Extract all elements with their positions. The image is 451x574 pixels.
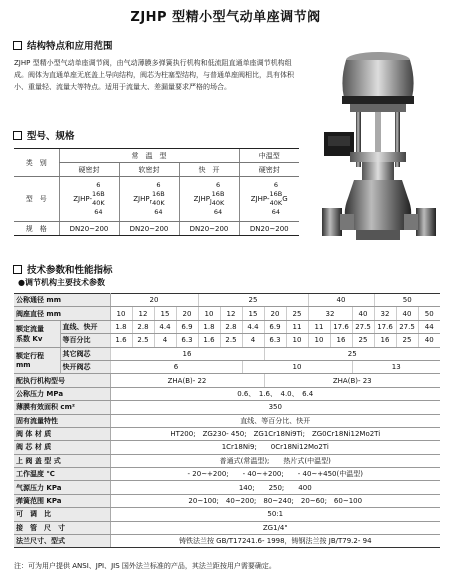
kv-cell: 44 — [418, 320, 440, 333]
section-structure-heading — [13, 38, 113, 52]
seal-type: 硬密封 — [59, 163, 119, 177]
kv-cell: 6.9 — [264, 320, 286, 333]
model-suffix: G — [282, 195, 288, 203]
size-value: DN20~200 — [59, 222, 119, 236]
seat-cell: 20 — [264, 307, 286, 320]
model-cell — [179, 177, 239, 222]
param-row-label: 阀 芯 材 质 — [14, 441, 110, 454]
param-row-value: 0.6、 1.6、 4.0、 6.4 — [110, 387, 440, 400]
seal-type: 快 开 — [179, 163, 239, 177]
param-row-value: 140; 250; 400 — [110, 481, 440, 494]
kv-cell: 16 — [330, 334, 352, 347]
seat-cell: 10 — [110, 307, 132, 320]
model-cell — [119, 177, 179, 222]
kv-cell: 25 — [352, 334, 374, 347]
kv-cell: 27.5 — [396, 320, 418, 333]
seat-cell: 10 — [198, 307, 220, 320]
valve-illustration — [320, 40, 442, 255]
size-label: 规 格 — [14, 222, 59, 236]
normal-temp-header: 常 温 型 — [59, 149, 239, 163]
kv-cell: 1.8 — [110, 320, 132, 333]
section-model-heading — [13, 128, 75, 142]
param-row-label: 公称压力 MPa — [14, 387, 110, 400]
kv-cell: 11 — [308, 320, 330, 333]
param-row-label: 接 管 尺 寸 — [14, 521, 110, 534]
model-spec-table — [14, 148, 299, 236]
seal-type: 硬密封 — [239, 163, 299, 177]
param-row-value: 直线、等百分比、快开 — [110, 414, 440, 427]
stroke-value: 10 — [242, 360, 352, 373]
pressure-list: 6 16B 40K 64 — [91, 181, 105, 216]
eq-label: 等百分比 — [60, 334, 110, 347]
param-row-label: 可 调 比 — [14, 508, 110, 521]
seat-cell: 12 — [132, 307, 154, 320]
kv-cell: 10 — [286, 334, 308, 347]
seat-cell: 15 — [154, 307, 176, 320]
param-row-label: 弹簧范围 KPa — [14, 494, 110, 507]
kv-cell: 1.8 — [198, 320, 220, 333]
param-row-value: 20~100; 40~200; 80~240; 20~60; 60~100 — [110, 494, 440, 507]
kv-cell: 2.8 — [132, 320, 154, 333]
param-row-value: - 20~+200; - 40~+200; - 40~+450(中温型) — [110, 468, 440, 481]
model-cell — [239, 177, 299, 222]
seat-cell: 32 — [374, 307, 396, 320]
model-suffix: r — [149, 199, 153, 206]
stroke-value: 13 — [352, 360, 440, 373]
model-suffix: J — [209, 199, 212, 206]
kv-cell: 1.6 — [110, 334, 132, 347]
square-bullet-icon — [13, 265, 22, 274]
dn-label: 公称通径 mm — [14, 294, 110, 307]
pressure-list: 6 16B 40K 64 — [211, 181, 225, 216]
model-cell — [59, 177, 119, 222]
kv-cell: 4.4 — [242, 320, 264, 333]
seat-cell: 25 — [286, 307, 308, 320]
size-value: DN20~200 — [239, 222, 299, 236]
model-prefix: ZJHP- — [250, 195, 270, 203]
seal-type: 软密封 — [119, 163, 179, 177]
kv-cell: 4.4 — [154, 320, 176, 333]
section-params-heading — [13, 262, 113, 276]
kv-cell: 16 — [374, 334, 396, 347]
kv-cell: 2.5 — [220, 334, 242, 347]
pressure-list: 6 16B 40K 64 — [269, 181, 283, 216]
param-row-value: HT200; ZG230- 450; ZG1Cr18Ni9Ti; ZG0Cr18Ni12Mo2Ti — [110, 427, 440, 440]
dn-value: 50 — [374, 294, 440, 307]
seat-cell: 40 — [352, 307, 374, 320]
stroke-value: 16 — [110, 347, 264, 360]
size-value: DN20~200 — [179, 222, 239, 236]
seat-cell: 50 — [418, 307, 440, 320]
mid-temp-header: 中温型 — [239, 149, 299, 163]
seat-label: 阀座直径 mm — [14, 307, 110, 320]
section-title: 技术参数和性能指标 — [27, 265, 113, 276]
kv-cell: 6.9 — [176, 320, 198, 333]
size-value: DN20~200 — [119, 222, 179, 236]
seat-cell: 20 — [176, 307, 198, 320]
subsection-heading: ●调节机构主要技术参数 — [18, 278, 105, 287]
kv-cell: 6.3 — [264, 334, 286, 347]
kv-cell: 2.5 — [132, 334, 154, 347]
dn-value: 25 — [198, 294, 308, 307]
kv-cell: 25 — [396, 334, 418, 347]
page-title: ZJHP 型精小型气动单座调节阀 — [130, 10, 321, 25]
param-row-label: 阀 体 材 质 — [14, 427, 110, 440]
param-row-label: 工作温度 ℃ — [14, 468, 110, 481]
footnote: 注：可为用户提供 ANSI、JPI、JIS 国外法兰标准的产品，其法兰距按用户需要确定。 — [14, 562, 276, 570]
quick-plug-label: 快开阀芯 — [60, 360, 110, 373]
kv-cell: 17.6 — [374, 320, 396, 333]
linear-label: 直线、快开 — [60, 320, 110, 333]
param-row-label: 上 阀 盖 型 式 — [14, 454, 110, 467]
kv-cell: 11 — [286, 320, 308, 333]
param-row-label: 法兰尺寸、型式 — [14, 535, 110, 548]
seat-cell: 32 — [308, 307, 352, 320]
kv-cell: 4 — [154, 334, 176, 347]
category-header: 类 别 — [14, 149, 59, 177]
seat-cell: 12 — [220, 307, 242, 320]
model-label: 型 号 — [14, 177, 59, 222]
param-row-value: 350 — [110, 401, 440, 414]
flow-coef-label: 额定流量 系数 Kv — [14, 320, 60, 347]
param-row-label: 薄膜有效面积 cm² — [14, 401, 110, 414]
section-title: 结构特点和应用范围 — [27, 41, 113, 52]
kv-cell: 6.3 — [176, 334, 198, 347]
param-row-value: ZG1/4" — [110, 521, 440, 534]
pressure-list: 6 16B 40K 64 — [152, 181, 165, 216]
model-prefix: ZJHP — [133, 195, 150, 203]
kv-cell: 2.8 — [220, 320, 242, 333]
model-prefix: ZJHP — [193, 195, 210, 203]
kv-cell: 17.6 — [330, 320, 352, 333]
kv-cell: 40 — [418, 334, 440, 347]
params-table — [14, 293, 440, 548]
other-plug-label: 其它阀芯 — [60, 347, 110, 360]
seat-cell: 15 — [242, 307, 264, 320]
kv-cell: 4 — [242, 334, 264, 347]
seat-cell: 40 — [396, 307, 418, 320]
square-bullet-icon — [13, 41, 22, 50]
description-text: ZJHP 型精小型气动单座调节阀，由气动薄膜多弹簧执行机构和低流阻直通单座调节机构组成。阀体为直通单座无底盖上导向结构，阀芯为柱塞型结构，与普通单座阀相比，具有体积小、重量轻、流量大等特点。适用于流量大、差漏量要求严格的场合。 — [14, 59, 294, 91]
param-row-label: 固有流量特性 — [14, 414, 110, 427]
stroke-value: 6 — [110, 360, 242, 373]
param-row-value: 普通式(常温型); 热片式(中温型) — [110, 454, 440, 467]
param-row-value: 50:1 — [110, 508, 440, 521]
actuator-value: ZHA(B)- 22 — [110, 374, 264, 387]
dn-value: 40 — [308, 294, 374, 307]
dn-value: 20 — [110, 294, 198, 307]
param-row-value: 1Cr18Ni9; 0Cr18Ni12Mo2Ti — [110, 441, 440, 454]
stroke-label: 额定行程 mm — [14, 347, 60, 374]
stroke-value: 25 — [264, 347, 440, 360]
kv-cell: 10 — [308, 334, 330, 347]
actuator-value: ZHA(B)- 23 — [264, 374, 440, 387]
section-title: 型号、规格 — [27, 131, 75, 142]
square-bullet-icon — [13, 131, 22, 140]
param-row-label: 气源压力 KPa — [14, 481, 110, 494]
param-row-value: 铸铁法兰按 GB/T17241.6- 1998，铸钢法兰按 JB/T79.2- 94 — [110, 535, 440, 548]
kv-cell: 1.6 — [198, 334, 220, 347]
kv-cell: 27.5 — [352, 320, 374, 333]
actuator-label: 配执行机构型号 — [14, 374, 110, 387]
model-prefix: ZJHP- — [73, 195, 92, 203]
